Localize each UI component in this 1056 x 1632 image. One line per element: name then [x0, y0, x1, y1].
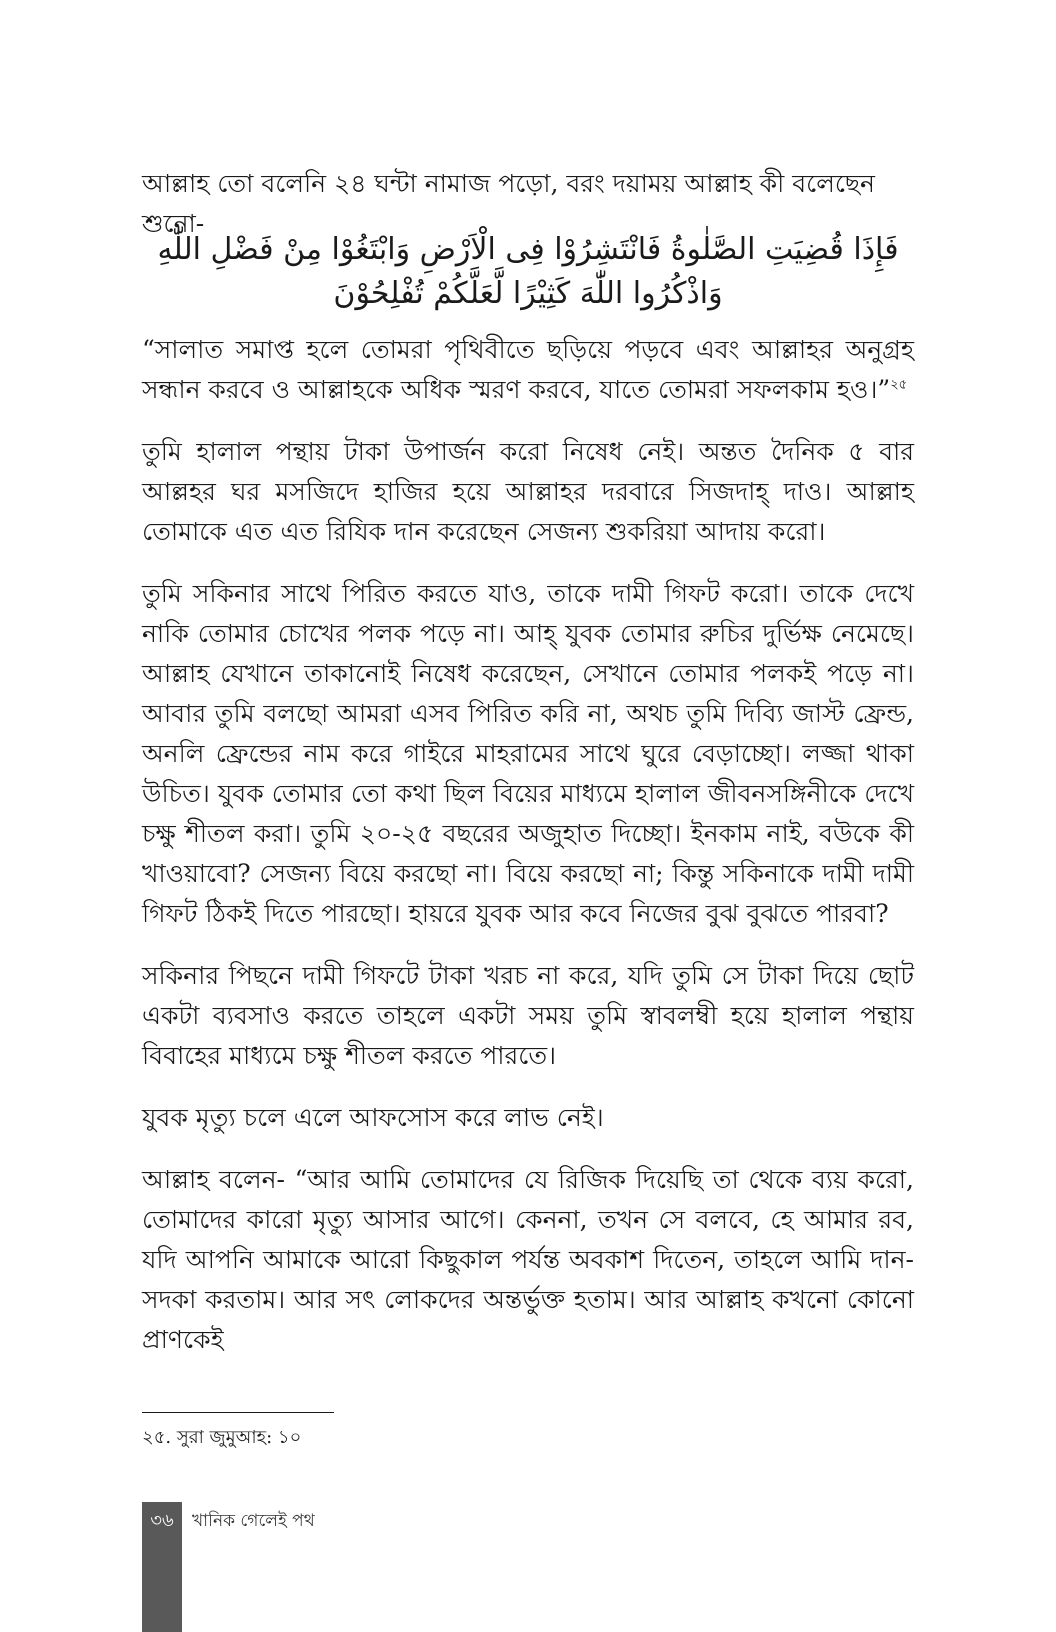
paragraph-1: তুমি হালাল পন্থায় টাকা উপার্জন করো নিষেধ নেই। অন্তত দৈনিক ৫ বার আল্লহর ঘর মসজিদে হাজির হয়ে আল্লাহর দরবারে সিজদাহ্ দাও। আল্লাহ তোমাকে এত এত রিযিক দান করেছেন সেজন্য শুকরিয়া আদায় করো। — [142, 437, 914, 546]
paragraph-3: সকিনার পিছনে দামী গিফটে টাকা খরচ না করে, যদি তুমি সে টাকা দিয়ে ছোট একটা ব্যবসাও করতে তাহলে একটা সময় তুমি স্বাবলম্বী হয়ে হালাল পন্থায় বিবাহের মাধ্যমে চক্ষু শীতল করতে পারতে। — [142, 961, 914, 1070]
verse-translation-text: “সালাত সমাপ্ত হলে তোমরা পৃথিবীতে ছড়িয়ে পড়বে এবং আল্লাহর অনুগ্রহ সন্ধান করবে ও আল্লাহকে অধিক স্মরণ করবে, যাতে তোমরা সফলকাম হও।” — [142, 335, 914, 404]
paragraph-2: তুমি সকিনার সাথে পিরিত করতে যাও, তাকে দামী গিফট করো। তাকে দেখে নাকি তোমার চোখের পলক পড়ে না। আহ্ যুবক তোমার রুচির দুর্ভিক্ষ নেমেছে। আল্লাহ যেখানে তাকানোই নিষেধ করেছেন, সেখানে তোমার পলকই পড়ে না। আবার তুমি বলছো আমরা এসব পিরিত করি না, অথচ তুমি দিব্যি জাস্ট ফ্রেন্ড, অনলি ফ্রেন্ডের নাম করে গাইরে মাহরামের সাথে ঘুরে বেড়াচ্ছো। লজ্জা থাকা উচিত। যুবক তোমার তো কথা ছিল বিয়ের মাধ্যমে হালাল জীবনসঙ্গিনীকে দেখে চক্ষু শীতল করা। তুমি ২০-২৫ বছরের অজুহাত দিচ্ছো। ইনকাম নাই, বউকে কী খাওয়াবো? সেজন্য বিয়ে করছো না। বিয়ে করছো না; কিন্তু সকিনাকে দামী দামী গিফট ঠিকই দিতে পারছো। হায়রে যুবক আর কবে নিজের বুঝ বুঝতে পারবা? — [142, 579, 914, 928]
paragraph-5: আল্লাহ বলেন- “আর আমি তোমাদের যে রিজিক দিয়েছি তা থেকে ব্যয় করো, তোমাদের কারো মৃত্যু আসার আগে। কেননা, তখন সে বলবে, হে আমার রব, যদি আপনি আমাকে আরো কিছুকাল পর্যন্ত অবকাশ দিতেন, তাহলে আমি দান-সদকা করতাম। আর সৎ লোকদের অন্তর্ভুক্ত হতাম। আর আল্লাহ কখনো কোনো প্রাণকেই — [142, 1165, 914, 1354]
footnote-reference: ২৫ — [890, 377, 908, 393]
arabic-verse-line-2: وَاذْكُرُوا اللّٰهَ كَثِيْرًا لَّعَلَّكُمْ تُفْلِحُوْنَ — [333, 276, 723, 311]
footnote-divider — [142, 1412, 334, 1413]
verse-translation — [142, 330, 914, 410]
page-number: ৩৬ — [150, 1510, 174, 1531]
intro-line: আল্লাহ তো বলেনি ২৪ ঘন্টা নামাজ পড়ো, বরং দয়াময় আল্লাহ কী বলেছেন শুনো- — [142, 169, 875, 238]
footnote: ২৫. সুরা জুমুআহ: ১০ — [142, 1427, 302, 1448]
arabic-verse-line-1: فَإِذَا قُضِيَتِ الصَّلٰوةُ فَانْتَشِرُوْا فِى الْاَرْضِ وَابْتَغُوْا مِنْ فَضْلِ اللّٰهِ — [157, 232, 899, 267]
paragraph-4: যুবক মৃত্যু চলে এলে আফসোস করে লাভ নেই। — [142, 1103, 604, 1132]
arabic-verse — [142, 228, 914, 316]
running-title: খানিক গেলেই পথ — [192, 1511, 315, 1531]
body-text — [142, 330, 914, 1382]
